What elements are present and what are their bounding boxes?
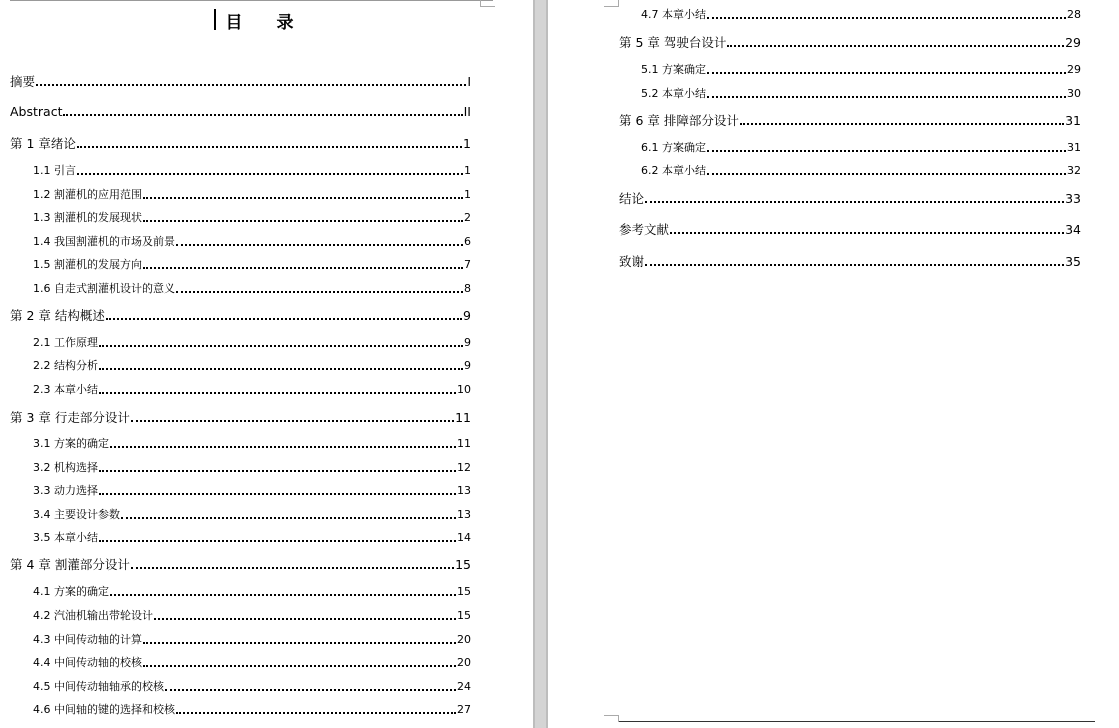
toc-entry-label: 第 2 章 结构概述 <box>10 308 105 323</box>
page-top-edge <box>10 0 493 1</box>
toc-entry[interactable] <box>10 104 471 120</box>
page-corner-mark <box>604 715 619 722</box>
toc-entry-page-number: 29 <box>1065 35 1081 50</box>
page-corner-mark <box>604 0 619 7</box>
toc-entry[interactable] <box>33 584 471 600</box>
page-corner-mark <box>480 0 495 7</box>
toc-entry-label: 4.4 中间传动轴的校核 <box>33 656 142 669</box>
toc-entry-page-number: 14 <box>457 531 471 544</box>
toc-entry-label: 4.7 本章小结 <box>641 8 706 21</box>
toc-dot-leader <box>77 173 463 175</box>
toc-entry-label: 5.1 方案确定 <box>641 63 706 76</box>
toc-entry-page-number: II <box>463 104 471 119</box>
toc-entry-page-number: 35 <box>1065 254 1081 269</box>
toc-dot-leader <box>99 345 463 347</box>
toc-entry-page-number: 15 <box>457 585 471 598</box>
toc-entry[interactable] <box>619 35 1081 51</box>
toc-dot-leader <box>707 96 1066 98</box>
toc-entry-page-number: 11 <box>457 437 471 450</box>
toc-entry-page-number: 1 <box>463 136 471 151</box>
toc-entry[interactable] <box>619 254 1081 270</box>
toc-dot-leader <box>143 642 456 644</box>
toc-dot-leader <box>99 392 456 394</box>
toc-entry-label: 1.4 我国割灌机的市场及前景 <box>33 235 175 248</box>
toc-dot-leader <box>707 17 1066 19</box>
toc-dot-leader <box>670 232 1064 234</box>
toc-entry-label: 4.1 方案的确定 <box>33 585 109 598</box>
document-page-left <box>0 0 533 728</box>
toc-entry-page-number: 10 <box>457 383 471 396</box>
toc-entry-label: 5.2 本章小结 <box>641 87 706 100</box>
toc-entry-page-number: I <box>467 74 471 89</box>
toc-entry-label: 4.6 中间轴的键的选择和校核 <box>33 703 175 716</box>
toc-entry-label: 1.2 割灌机的应用范围 <box>33 188 142 201</box>
toc-entry-page-number: 24 <box>457 680 471 693</box>
toc-entry-label: 第 3 章 行走部分设计 <box>10 410 130 425</box>
toc-entry-page-number: 6 <box>464 235 471 248</box>
toc-dot-leader <box>165 689 456 691</box>
toc-entry[interactable] <box>10 557 471 573</box>
toc-dot-leader <box>727 45 1064 47</box>
toc-entry-label: 4.3 中间传动轴的计算 <box>33 633 142 646</box>
toc-entry-label: 第 1 章绪论 <box>10 136 76 151</box>
toc-entry[interactable] <box>10 308 471 324</box>
toc-entry[interactable] <box>619 222 1081 238</box>
toc-entry-page-number: 20 <box>457 656 471 669</box>
toc-dot-leader <box>707 173 1066 175</box>
toc-entry-label: Abstract <box>10 104 63 119</box>
toc-dot-leader <box>131 567 454 569</box>
page-gutter <box>533 0 548 728</box>
toc-entry[interactable] <box>10 136 471 152</box>
toc-entry[interactable] <box>33 210 471 226</box>
toc-dot-leader <box>99 493 456 495</box>
toc-entry[interactable] <box>33 382 471 398</box>
toc-dot-leader <box>154 618 456 620</box>
toc-entry-label: 3.3 动力选择 <box>33 484 98 497</box>
toc-dot-leader <box>77 146 462 148</box>
toc-entry[interactable] <box>33 163 471 179</box>
toc-entry-page-number: 1 <box>464 188 471 201</box>
toc-entry-label: 第 4 章 割灌部分设计 <box>10 557 130 572</box>
toc-entry-page-number: 20 <box>457 633 471 646</box>
toc-entry-label: 结论 <box>619 191 645 206</box>
toc-entry-label: 3.4 主要设计参数 <box>33 508 120 521</box>
toc-entry[interactable] <box>33 483 471 499</box>
toc-entry[interactable] <box>33 436 471 452</box>
toc-entry-page-number: 15 <box>455 557 471 572</box>
toc-dot-leader <box>99 368 463 370</box>
toc-dot-leader <box>131 420 454 422</box>
toc-entry[interactable] <box>33 234 471 250</box>
toc-dot-leader <box>707 150 1066 152</box>
toc-entry[interactable] <box>641 86 1081 102</box>
toc-entry-page-number: 8 <box>464 282 471 295</box>
toc-entry[interactable] <box>33 358 471 374</box>
toc-title: 目 录 <box>225 13 308 33</box>
toc-entry-page-number: 9 <box>464 336 471 349</box>
toc-entry-page-number: 15 <box>457 609 471 622</box>
toc-dot-leader <box>645 264 1064 266</box>
toc-dot-leader <box>645 201 1064 203</box>
toc-entry[interactable] <box>33 281 471 297</box>
toc-dot-leader <box>707 72 1066 74</box>
toc-entry-page-number: 32 <box>1067 164 1081 177</box>
toc-entry-page-number: 9 <box>463 308 471 323</box>
toc-dot-leader <box>121 517 456 519</box>
toc-entry-page-number: 13 <box>457 508 471 521</box>
toc-entry-page-number: 11 <box>455 410 471 425</box>
toc-entry[interactable] <box>641 140 1081 156</box>
toc-dot-leader <box>176 244 463 246</box>
toc-entry[interactable] <box>33 655 471 671</box>
toc-dot-leader <box>106 318 462 320</box>
toc-entry-page-number: 7 <box>464 258 471 271</box>
toc-entry-label: 3.2 机构选择 <box>33 461 98 474</box>
toc-entry[interactable] <box>33 679 471 695</box>
toc-entry-label: 参考文献 <box>619 222 670 237</box>
toc-dot-leader <box>99 470 456 472</box>
toc-entry[interactable] <box>641 62 1081 78</box>
toc-dot-leader <box>143 665 456 667</box>
toc-entry[interactable] <box>619 113 1081 129</box>
toc-dot-leader <box>143 267 463 269</box>
toc-entry-page-number: 27 <box>457 703 471 716</box>
toc-entry-label: 第 6 章 排障部分设计 <box>619 113 739 128</box>
toc-entry-page-number: 2 <box>464 211 471 224</box>
toc-entry-label: 4.2 汽油机输出带轮设计 <box>33 609 153 622</box>
toc-entry[interactable] <box>33 608 471 624</box>
toc-entry-label: 3.5 本章小结 <box>33 531 98 544</box>
toc-dot-leader <box>63 114 462 116</box>
document-page-right <box>548 0 1119 728</box>
toc-entry[interactable] <box>33 257 471 273</box>
toc-entry-label: 2.3 本章小结 <box>33 383 98 396</box>
toc-entry-label: 2.2 结构分析 <box>33 359 98 372</box>
toc-dot-leader <box>143 197 463 199</box>
toc-entry-page-number: 12 <box>457 461 471 474</box>
toc-entry[interactable] <box>641 163 1081 179</box>
toc-entry[interactable] <box>33 702 471 718</box>
toc-entry-page-number: 9 <box>464 359 471 372</box>
toc-dot-leader <box>110 594 456 596</box>
toc-dot-leader <box>176 291 463 293</box>
toc-entry-label: 致谢 <box>619 254 645 269</box>
toc-entry-page-number: 1 <box>464 164 471 177</box>
toc-entry-label: 4.5 中间传动轴轴承的校核 <box>33 680 164 693</box>
toc-entry-label: 6.1 方案确定 <box>641 141 706 154</box>
toc-entry[interactable] <box>33 460 471 476</box>
toc-entry-page-number: 28 <box>1067 8 1081 21</box>
toc-entry-label: 1.1 引言 <box>33 164 76 177</box>
toc-entry-label: 1.6 自走式割灌机设计的意义 <box>33 282 175 295</box>
toc-entry-page-number: 34 <box>1065 222 1081 237</box>
toc-entry-label: 6.2 本章小结 <box>641 164 706 177</box>
toc-dot-leader <box>110 446 456 448</box>
toc-dot-leader <box>99 540 456 542</box>
toc-entry-label: 1.3 割灌机的发展现状 <box>33 211 142 224</box>
toc-entry-label: 2.1 工作原理 <box>33 336 98 349</box>
toc-entry-page-number: 33 <box>1065 191 1081 206</box>
toc-entry[interactable] <box>619 191 1081 207</box>
toc-entry[interactable] <box>641 7 1081 23</box>
toc-entry[interactable] <box>33 530 471 546</box>
toc-entry-label: 3.1 方案的确定 <box>33 437 109 450</box>
toc-entry[interactable] <box>33 187 471 203</box>
toc-entry[interactable] <box>33 335 471 351</box>
toc-dot-leader <box>36 84 466 86</box>
toc-entry-page-number: 30 <box>1067 87 1081 100</box>
toc-dot-leader <box>143 220 463 222</box>
toc-entry-label: 摘要 <box>10 74 36 89</box>
toc-entry-label: 1.5 割灌机的发展方向 <box>33 258 142 271</box>
toc-entry-label: 第 5 章 驾驶台设计 <box>619 35 727 50</box>
toc-entry-page-number: 29 <box>1067 63 1081 76</box>
toc-entry[interactable] <box>10 74 471 90</box>
toc-entry[interactable] <box>10 410 471 426</box>
page-bottom-edge <box>619 721 1095 722</box>
toc-entry[interactable] <box>33 507 471 523</box>
toc-entry-page-number: 31 <box>1065 113 1081 128</box>
toc-dot-leader <box>740 123 1064 125</box>
toc-entry-page-number: 31 <box>1067 141 1081 154</box>
toc-entry-page-number: 13 <box>457 484 471 497</box>
toc-dot-leader <box>176 712 456 714</box>
toc-entry[interactable] <box>33 632 471 648</box>
